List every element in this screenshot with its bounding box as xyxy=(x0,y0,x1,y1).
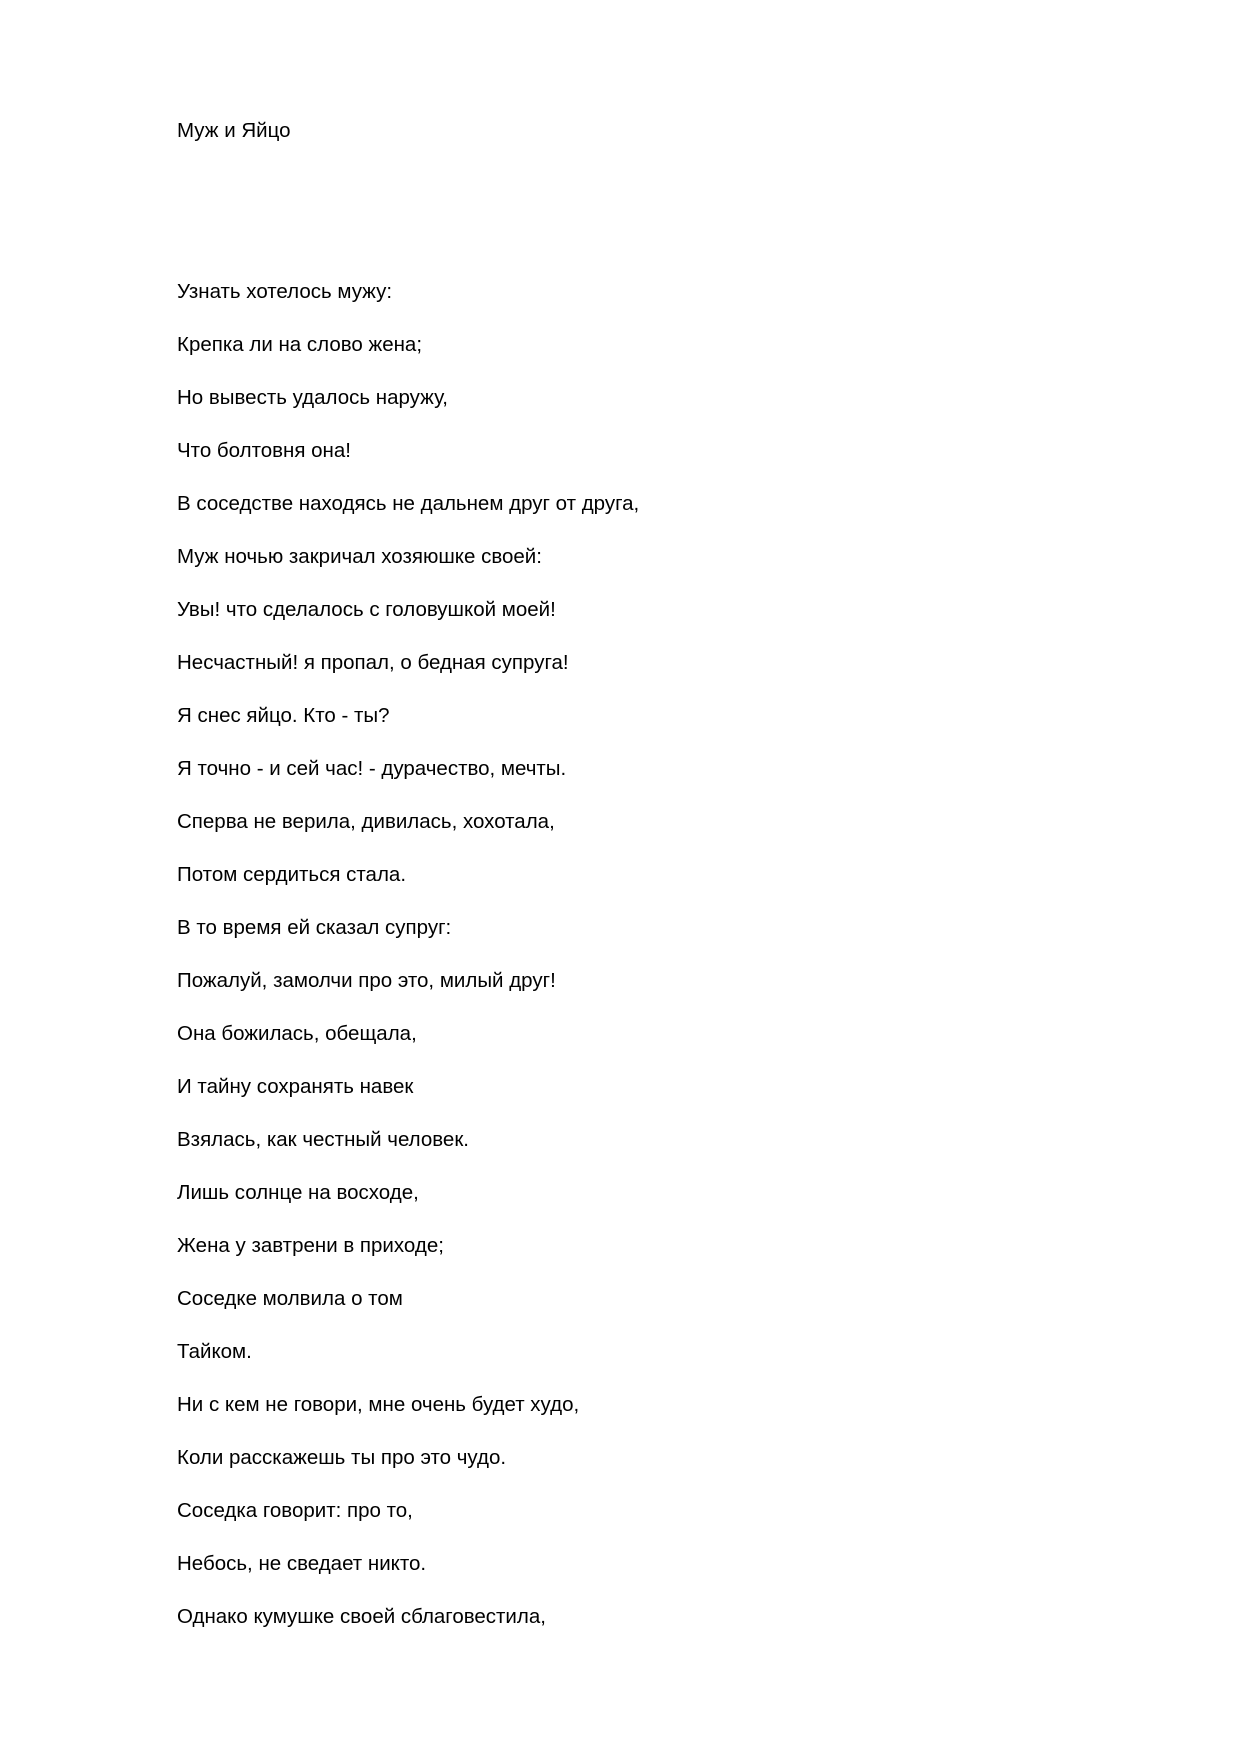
poem-line: В то время ей сказал супруг: xyxy=(177,916,452,939)
poem-line: Потом сердиться стала. xyxy=(177,863,407,886)
poem-line: Тайком. xyxy=(177,1340,252,1363)
poem-line: В соседстве находясь не дальнем друг от друга, xyxy=(177,492,640,515)
poem-line: Однако кумушке своей сблаговестила, xyxy=(177,1605,546,1628)
poem-line: Пожалуй, замолчи про это, милый друг! xyxy=(177,969,556,992)
poem-line: Сперва не верила, дивилась, хохотала, xyxy=(177,810,555,833)
poem-title: Муж и Яйцо xyxy=(177,119,291,142)
poem-line: Соседка говорит: про то, xyxy=(177,1499,413,1522)
poem-line: И тайну сохранять навек xyxy=(177,1075,414,1098)
poem-line: Но вывесть удалось наружу, xyxy=(177,386,448,409)
poem-line: Лишь солнце на восходе, xyxy=(177,1181,419,1204)
poem-line: Я точно - и сей час! - дурачество, мечты. xyxy=(177,757,567,780)
poem-line: Взялась, как честный человек. xyxy=(177,1128,469,1151)
poem-line: Муж ночью закричал хозяюшке своей: xyxy=(177,545,542,568)
poem-line: Крепка ли на слово жена; xyxy=(177,333,423,356)
poem-line: Несчастный! я пропал, о бедная супруга! xyxy=(177,651,569,674)
poem-body xyxy=(177,278,639,1656)
poem-line: Что болтовня она! xyxy=(177,439,351,462)
poem-line: Она божилась, обещала, xyxy=(177,1022,417,1045)
poem-line: Соседке молвила о том xyxy=(177,1287,403,1310)
poem-line: Коли расскажешь ты про это чудо. xyxy=(177,1446,507,1469)
poem-line: Увы! что сделалось с головушкой моей! xyxy=(177,598,556,621)
poem-line: Жена у завтрени в приходе; xyxy=(177,1234,444,1257)
poem-line: Ни с кем не говори, мне очень будет худо, xyxy=(177,1393,580,1416)
poem-line: Небось, не сведает никто. xyxy=(177,1552,427,1575)
poem-line: Я снес яйцо. Кто - ты? xyxy=(177,704,390,727)
poem-line: Узнать хотелось мужу: xyxy=(177,280,393,303)
